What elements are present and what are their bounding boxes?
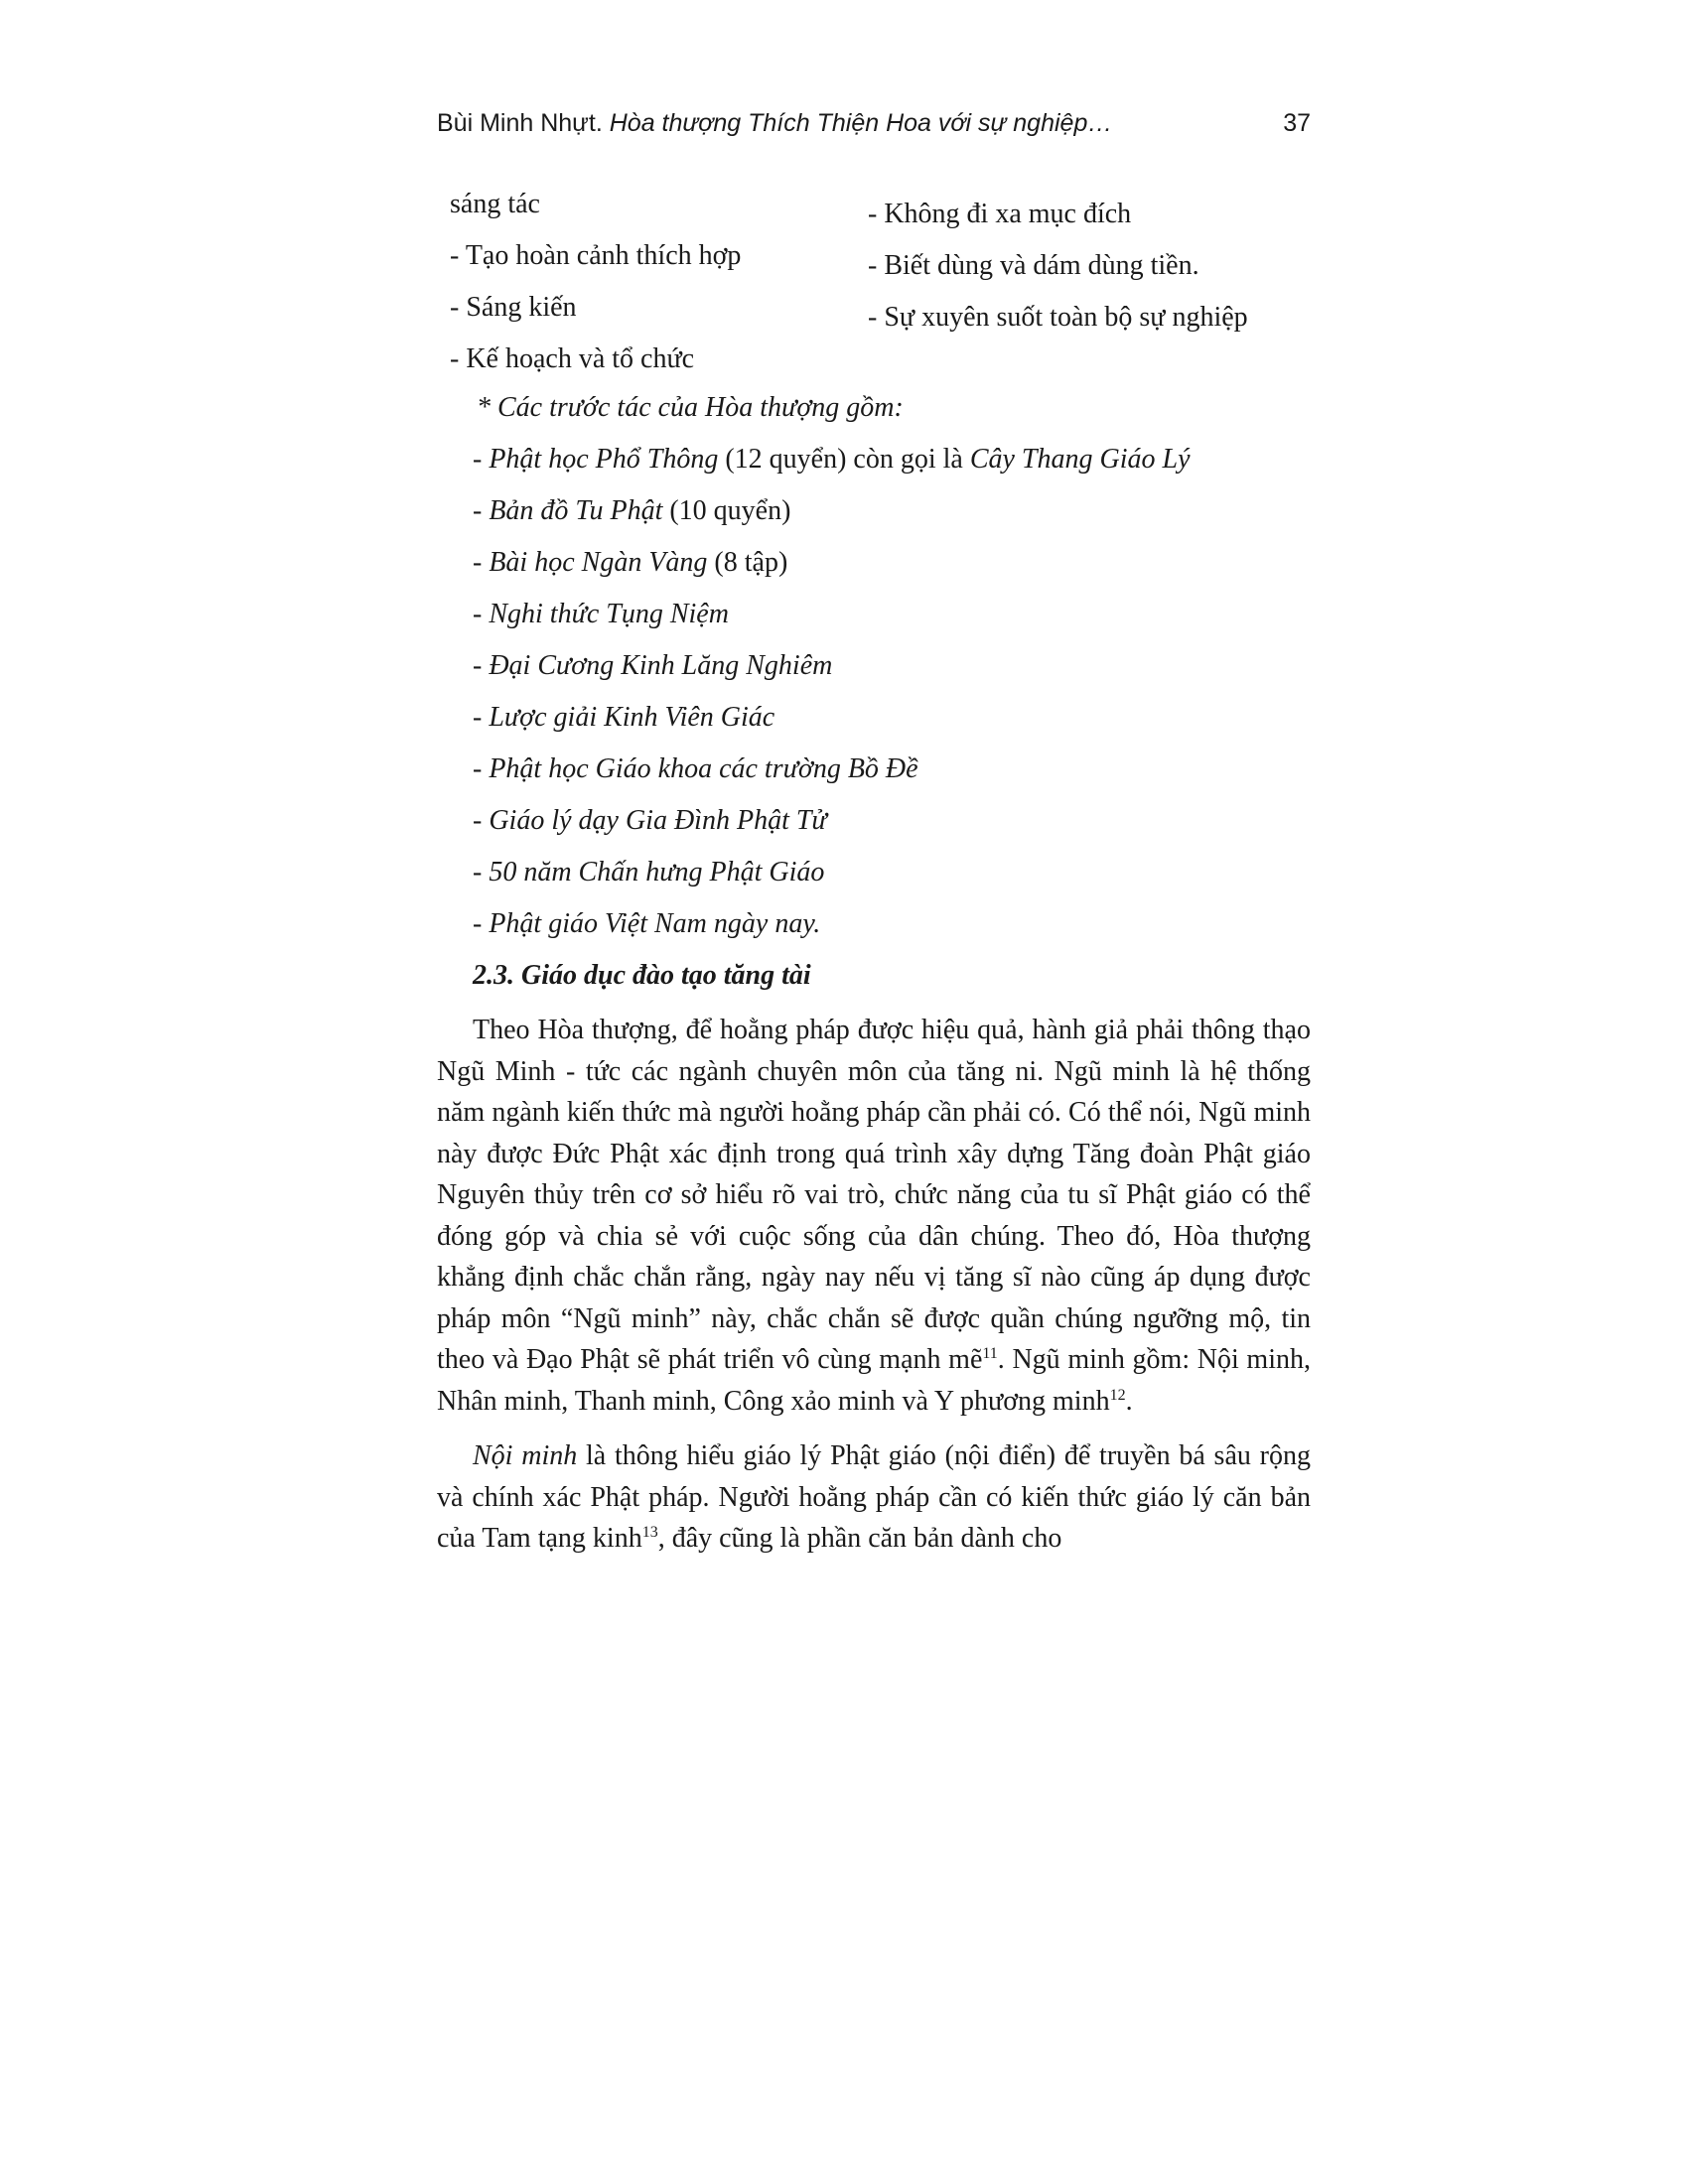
left-column bbox=[450, 179, 827, 385]
works-list-item: - Giáo lý dạy Gia Đình Phật Tử bbox=[473, 805, 827, 836]
works-list-item: - Lược giải Kinh Viên Giác bbox=[473, 702, 775, 733]
two-column-list bbox=[437, 179, 1311, 382]
works-list-item: - Phật học Phổ Thông (12 quyển) còn gọi là Cây Thang Giáo Lý bbox=[473, 444, 1191, 475]
works-list-item: - Đại Cương Kinh Lăng Nghiêm bbox=[473, 650, 833, 681]
paragraph-noi-minh: Nội minh là thông hiểu giáo lý Phật giáo (nội điển) để truyền bá sâu rộng và chính xác Phật pháp. Người hoằng pháp cần có kiến thức giáo lý căn bản của Tam tạng kinh$^{13}$, đây cũng là phần căn bản dành cho bbox=[437, 1440, 1311, 1554]
works-list-item: - Bài học Ngàn Vàng (8 tập) bbox=[473, 547, 788, 578]
right-column-item: - Không đi xa mục đích bbox=[868, 199, 1132, 229]
right-column bbox=[868, 189, 1311, 343]
works-list-item: - Phật giáo Việt Nam ngày nay. bbox=[473, 908, 821, 939]
footnote-ref: 13 bbox=[641, 1524, 658, 1541]
page-number: 37 bbox=[1283, 109, 1311, 137]
left-column-item: sáng tác bbox=[450, 189, 540, 219]
footnote-ref: 11 bbox=[982, 1345, 998, 1362]
works-list-item: - Nghi thức Tụng Niệm bbox=[473, 599, 729, 629]
works-list-item: - 50 năm Chấn hưng Phật Giáo bbox=[473, 857, 825, 887]
works-heading: * Các trước tác của Hòa thượng gồm: bbox=[477, 392, 904, 423]
right-column-item: - Sự xuyên suốt toàn bộ sự nghiệp bbox=[868, 302, 1248, 333]
header-author: Bùi Minh Nhựt. bbox=[437, 109, 603, 137]
section-title: 2.3. Giáo dục đào tạo tăng tài bbox=[473, 960, 811, 991]
left-column-item: - Sáng kiến bbox=[450, 292, 577, 323]
header-title: Hòa thượng Thích Thiện Hoa với sự nghiệp… bbox=[609, 109, 1113, 137]
page-body bbox=[437, 179, 1311, 1560]
right-column-item: - Biết dùng và dám dùng tiền. bbox=[868, 250, 1199, 281]
works-list-item: - Phật học Giáo khoa các trường Bồ Đề bbox=[473, 753, 918, 784]
works-list-item: - Bản đồ Tu Phật (10 quyển) bbox=[473, 495, 791, 526]
running-header bbox=[437, 103, 1311, 143]
works-list bbox=[437, 434, 1311, 950]
term-noi-minh: Nội minh bbox=[473, 1440, 578, 1471]
footnote-ref: 12 bbox=[1109, 1386, 1126, 1404]
left-column-item: - Tạo hoàn cảnh thích hợp bbox=[450, 240, 742, 271]
paragraph-ngu-minh: Theo Hòa thượng, để hoằng pháp được hiệu quả, hành giả phải thông thạo Ngũ Minh - tức các ngành chuyên môn của tăng ni. Ngũ minh là hệ thống năm ngành kiến thức mà người hoằng pháp cần phải có. Có thể nói, Ngũ minh này được Đức Phật xác định trong quá trình xây dựng Tăng đoàn Phật giáo Nguyên thủy trên cơ sở hiểu rõ vai trò, chức năng của tu sĩ Phật giáo có thể đóng góp và chia sẻ với cuộc sống của dân chúng. Theo đó, Hòa thượng khẳng định chắc chắn rằng, ngày nay nếu vị tăng sĩ nào cũng áp dụng được pháp môn “Ngũ minh” này, chắc chắn sẽ được quần chúng ngưỡng mộ, tin theo và Đạo Phật sẽ phát triển vô cùng mạnh mẽ$^{11}$. Ngũ minh gồm: Nội minh, Nhân minh, Thanh minh, Công xảo minh và Y phương minh$^{12}$. bbox=[437, 1015, 1311, 1417]
left-column-item: - Kế hoạch và tổ chức bbox=[450, 343, 695, 374]
